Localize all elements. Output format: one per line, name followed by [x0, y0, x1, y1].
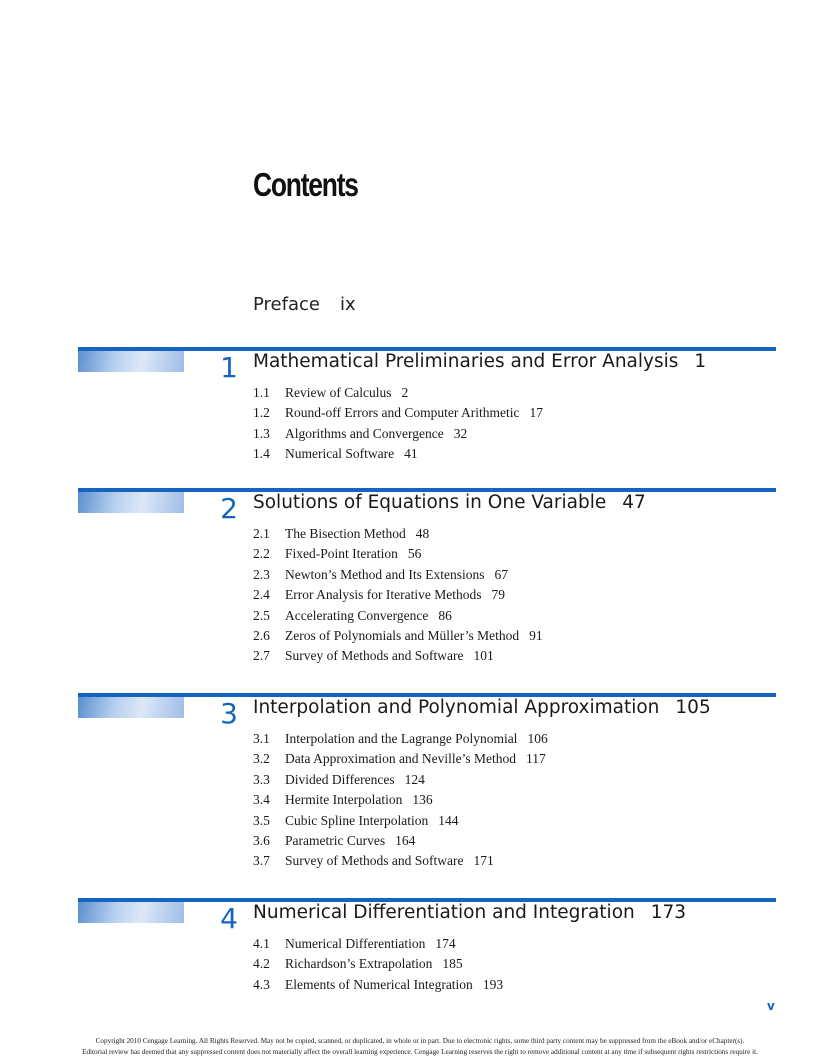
page-folio: v [767, 999, 775, 1013]
section-entry[interactable] [253, 565, 543, 585]
chapter-band [78, 697, 184, 718]
section-title: Divided Differences [285, 771, 395, 787]
section-number: 3.7 [253, 853, 270, 869]
chapter-band [78, 351, 184, 372]
section-page: 56 [407, 546, 422, 562]
chapter-page: 105 [675, 697, 711, 718]
preface-entry[interactable] [253, 294, 356, 315]
section-page: 91 [529, 627, 543, 643]
chapter-title-entry[interactable] [253, 351, 706, 372]
chapter-page: 173 [650, 902, 687, 923]
section-page: 2 [401, 385, 409, 400]
section-number: 3.2 [253, 751, 270, 767]
section-entry[interactable] [253, 626, 543, 646]
section-number: 3.1 [253, 731, 270, 746]
section-page: 32 [453, 425, 468, 441]
section-number: 2.7 [253, 648, 270, 664]
section-title: Review of Calculus [285, 385, 392, 400]
section-entry[interactable] [253, 831, 548, 851]
section-page: 117 [525, 751, 546, 767]
section-title: Numerical Software [285, 446, 395, 462]
section-page: 17 [529, 405, 543, 421]
section-entry[interactable] [253, 646, 543, 666]
copyright-line-2: Editorial review has deemed that any suppressed content does not materially affect the overall learning experience. Cengage Learning reserves the right to remove additional content at any time if subsequent rights restrictions require it. [82, 1048, 758, 1056]
chapter-number: 3 [220, 697, 238, 730]
preface-page: ix [339, 294, 356, 315]
chapter-title-entry[interactable] [253, 492, 646, 513]
section-page: 106 [527, 731, 548, 746]
section-number: 1.1 [253, 385, 270, 400]
section-title: Data Approximation and Neville’s Method [285, 751, 516, 767]
chapter-number: 2 [220, 492, 238, 525]
section-page: 48 [415, 526, 430, 541]
section-page: 124 [404, 771, 425, 787]
section-entry[interactable] [253, 749, 548, 769]
chapter-number: 4 [220, 902, 238, 935]
preface-label: Preface [253, 294, 320, 315]
copyright-line-1: Copyright 2010 Cengage Learning. All Rights Reserved. May not be copied, scanned, or duplicated, in whole or in part. Due to electronic rights, some third party content may be suppressed from the eBook and/or eChapter(s). [95, 1037, 745, 1045]
chapter-title: Interpolation and Polynomial Approximation [253, 697, 660, 718]
section-number: 3.5 [253, 812, 270, 828]
section-title: Round-off Errors and Computer Arithmetic [285, 405, 520, 421]
section-entry[interactable] [253, 851, 548, 871]
chapter-title: Mathematical Preliminaries and Error Analysis [253, 351, 679, 372]
section-page: 193 [482, 976, 504, 992]
chapter-page: 1 [694, 351, 707, 372]
copyright-notice [0, 1036, 840, 1058]
section-page: 86 [438, 607, 452, 623]
section-entry[interactable] [253, 811, 548, 831]
section-number: 4.2 [253, 956, 270, 972]
section-page: 136 [412, 792, 433, 808]
section-number: 2.4 [253, 587, 270, 603]
section-title: Error Analysis for Iterative Methods [285, 587, 482, 603]
section-entry[interactable] [253, 729, 548, 749]
section-entry[interactable] [253, 975, 503, 995]
section-entry[interactable] [253, 770, 548, 790]
section-list [253, 729, 548, 872]
chapter-band [78, 492, 184, 513]
section-page: 171 [473, 853, 494, 869]
chapter-title: Numerical Differentiation and Integration [253, 902, 635, 923]
section-number: 2.6 [253, 627, 270, 643]
section-entry[interactable] [253, 383, 543, 403]
section-title: Accelerating Convergence [285, 607, 429, 623]
section-entry[interactable] [253, 954, 503, 974]
section-page: 185 [442, 956, 463, 972]
section-title: Zeros of Polynomials and Müller’s Method [285, 627, 520, 643]
section-title: Numerical Differentiation [285, 936, 426, 951]
chapter-title: Solutions of Equations in One Variable [253, 492, 607, 513]
section-number: 1.3 [253, 425, 270, 441]
section-number: 1.2 [253, 405, 270, 421]
section-entry[interactable] [253, 403, 543, 423]
page-title: Contents [253, 166, 358, 203]
section-title: Algorithms and Convergence [285, 425, 444, 441]
section-page: 79 [491, 587, 505, 603]
section-title: Parametric Curves [285, 832, 386, 848]
section-number: 2.1 [253, 526, 270, 541]
section-number: 4.1 [253, 936, 270, 951]
chapter-title-entry[interactable] [253, 902, 686, 923]
section-number: 3.3 [253, 771, 270, 787]
section-entry[interactable] [253, 444, 543, 464]
section-title: Elements of Numerical Integration [285, 976, 473, 992]
chapter-number: 1 [220, 351, 238, 384]
section-title: Fixed-Point Iteration [285, 546, 398, 562]
chapter-band [78, 902, 184, 923]
section-page: 67 [494, 566, 508, 582]
section-number: 3.4 [253, 792, 270, 808]
section-page: 174 [435, 936, 456, 951]
section-number: 2.3 [253, 566, 270, 582]
section-list [253, 934, 503, 995]
section-entry[interactable] [253, 585, 543, 605]
section-entry[interactable] [253, 606, 543, 626]
section-title: Newton’s Method and Its Extensions [285, 566, 485, 582]
section-entry[interactable] [253, 934, 503, 954]
section-entry[interactable] [253, 524, 543, 544]
section-page: 164 [395, 832, 416, 848]
section-list [253, 524, 543, 667]
section-number: 1.4 [253, 446, 270, 462]
section-title: Richardson’s Extrapolation [285, 956, 433, 972]
section-number: 3.6 [253, 832, 270, 848]
section-entry[interactable] [253, 544, 543, 564]
section-page: 41 [404, 446, 418, 462]
section-title: Survey of Methods and Software [285, 853, 464, 869]
section-number: 4.3 [253, 976, 270, 992]
section-number: 2.5 [253, 607, 270, 623]
section-list [253, 383, 543, 465]
section-page: 144 [438, 812, 459, 828]
section-title: The Bisection Method [285, 526, 406, 541]
chapter-title-entry[interactable] [253, 697, 711, 718]
section-title: Interpolation and the Lagrange Polynomial [285, 731, 518, 746]
section-title: Survey of Methods and Software [285, 648, 464, 664]
section-title: Hermite Interpolation [285, 792, 403, 808]
section-entry[interactable] [253, 790, 548, 810]
section-page: 101 [473, 648, 494, 664]
section-number: 2.2 [253, 546, 270, 562]
section-title: Cubic Spline Interpolation [285, 812, 429, 828]
section-entry[interactable] [253, 424, 543, 444]
chapter-page: 47 [622, 492, 646, 513]
